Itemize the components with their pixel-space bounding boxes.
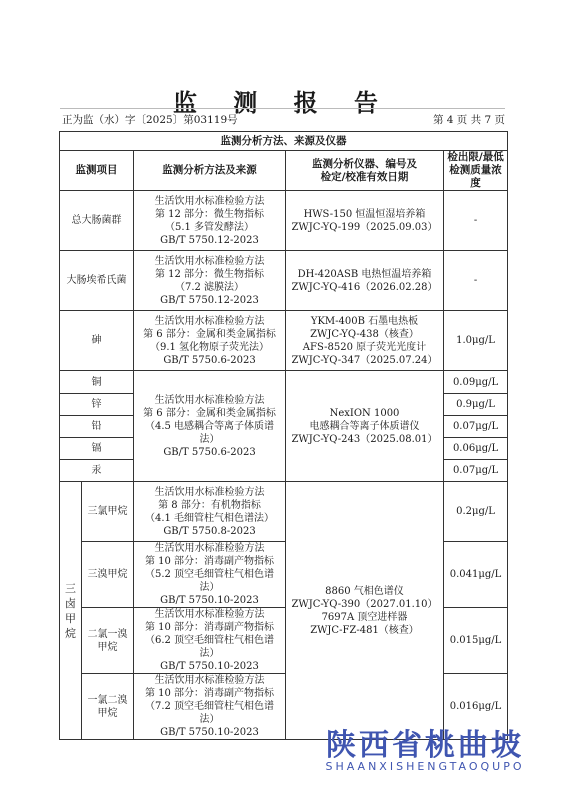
cell-limit: 0.9μg/L <box>444 394 508 416</box>
watermark-chinese: 陕西省桃曲坡 <box>326 728 524 763</box>
cell-method-metals: 生活饮用水标准检验方法 第 6 部分：金属和类金属指标 （4.5 电感耦合等离子体质谱法） GB/T 5750.6-2023 <box>134 371 286 482</box>
header-divider <box>60 108 505 109</box>
cell-limit: 0.09μg/L <box>444 371 508 394</box>
cell-item: 铅 <box>60 416 134 438</box>
report-number: 正为监（水）字〔2025〕第03119号 <box>62 114 238 126</box>
report-title: 监 测 报 告 <box>172 88 393 117</box>
cell-item: 三溴甲烷 <box>82 542 134 608</box>
cell-instrument-thm: 8860 气相色谱仪 ZWJC-YQ-390（2027.01.10） 7697A 顶空进样器 ZWJC-FZ-481（核查） <box>286 482 444 740</box>
header-method: 监测分析方法及来源 <box>134 151 286 191</box>
cell-instrument: YKM-400B 石墨电热板 ZWJC-YQ-438（核查） AFS-8520 原子荧光光度计 ZWJC-YQ-347（2025.07.24） <box>286 311 444 371</box>
table-header-row <box>60 151 508 191</box>
cell-item: 锌 <box>60 394 134 416</box>
cell-method: 生活饮用水标准检验方法 第 10 部分：消毒副产物指标 （7.2 顶空毛细管柱气相色谱法） GB/T 5750.10-2023 <box>134 674 286 740</box>
cell-limit: 0.041μg/L <box>444 542 508 608</box>
cell-item: 三氯甲烷 <box>82 482 134 542</box>
header-instrument: 监测分析仪器、编号及 检定/校准有效日期 <box>286 151 444 191</box>
cell-instrument: HWS-150 恒温恒湿培养箱 ZWJC-YQ-199（2025.09.03） <box>286 191 444 251</box>
cell-item: 镉 <box>60 438 134 460</box>
table-section-row <box>60 132 508 151</box>
table-section-title: 监测分析方法、来源及仪器 <box>60 132 508 151</box>
cell-item: 汞 <box>60 460 134 482</box>
table-row <box>60 371 508 394</box>
table-row <box>60 251 508 311</box>
table-row <box>60 311 508 371</box>
cell-limit: - <box>444 251 508 311</box>
cell-limit: - <box>444 191 508 251</box>
cell-limit: 0.016μg/L <box>444 674 508 740</box>
cell-item: 大肠埃希氏菌 <box>60 251 134 311</box>
cell-method: 生活饮用水标准检验方法 第 12 部分：微生物指标 （5.1 多管发酵法） GB/T 5750.12-2023 <box>134 191 286 251</box>
cell-method: 生活饮用水标准检验方法 第 10 部分：消毒副产物指标 （5.2 顶空毛细管柱气相色谱法） GB/T 5750.10-2023 <box>134 542 286 608</box>
cell-item: 铜 <box>60 371 134 394</box>
cell-item: 总大肠菌群 <box>60 191 134 251</box>
page-indicator: 第 4 页 共 7 页 <box>432 114 505 126</box>
cell-method: 生活饮用水标准检验方法 第 12 部分：微生物指标 （7.2 滤膜法） GB/T 5750.12-2023 <box>134 251 286 311</box>
cell-limit: 0.06μg/L <box>444 438 508 460</box>
cell-limit: 0.07μg/L <box>444 460 508 482</box>
cell-method: 生活饮用水标准检验方法 第 10 部分：消毒副产物指标 （6.2 顶空毛细管柱气相色谱法） GB/T 5750.10-2023 <box>134 608 286 674</box>
cell-group-thm: 三 卤 甲 烷 <box>60 482 82 740</box>
cell-instrument-metals: NexION 1000 电感耦合等离子体质谱仪 ZWJC-YQ-243（2025.08.01） <box>286 371 444 482</box>
cell-instrument: DH-420ASB 电热恒温培养箱 ZWJC-YQ-416（2026.02.28） <box>286 251 444 311</box>
methods-table <box>59 131 508 740</box>
watermark-english: SHAANXISHENGTAOQUPO <box>325 760 525 773</box>
cell-limit: 0.07μg/L <box>444 416 508 438</box>
header-item: 监测项目 <box>60 151 134 191</box>
cell-item: 一氯二溴 甲烷 <box>82 674 134 740</box>
cell-item: 二氯一溴 甲烷 <box>82 608 134 674</box>
table-row <box>60 482 508 542</box>
cell-item: 砷 <box>60 311 134 371</box>
header-limit: 检出限/最低 检测质量浓度 <box>444 151 508 191</box>
cell-limit: 1.0μg/L <box>444 311 508 371</box>
cell-limit: 0.015μg/L <box>444 608 508 674</box>
table-row <box>60 191 508 251</box>
cell-method: 生活饮用水标准检验方法 第 6 部分：金属和类金属指标 （9.1 氢化物原子荧光法） GB/T 5750.6-2023 <box>134 311 286 371</box>
cell-method: 生活饮用水标准检验方法 第 8 部分：有机物指标 （4.1 毛细管柱气相色谱法） GB/T 5750.8-2023 <box>134 482 286 542</box>
cell-limit: 0.2μg/L <box>444 482 508 542</box>
